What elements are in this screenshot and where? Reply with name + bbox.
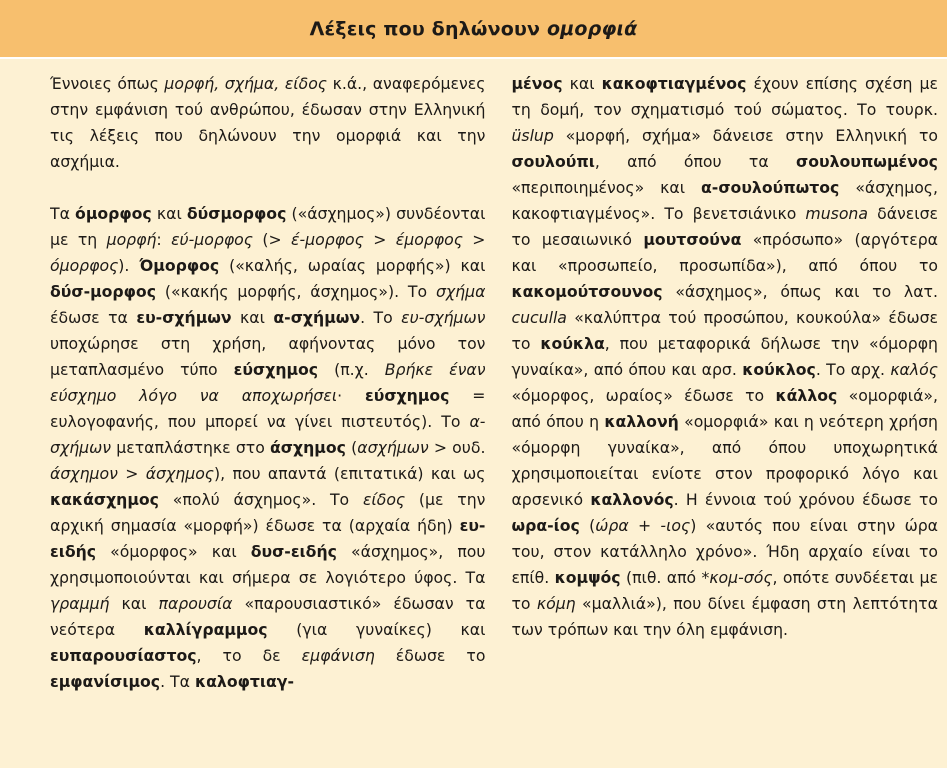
- italic-term: μορφή: [106, 230, 157, 249]
- italic-term: κόμη: [536, 594, 576, 613]
- text-run: >: [462, 230, 486, 249]
- left-column: [50, 71, 485, 756]
- text-run: δάνεισε το μεσαιωνικό: [511, 204, 938, 249]
- text-run: , που μεταφορικά δήλωσε την «όμορφη γυναίκα», από όπου και αρσ.: [511, 334, 938, 379]
- bold-term: σουλουπωμένος: [796, 152, 938, 171]
- text-run: (για γυναίκες) και: [267, 620, 486, 639]
- bold-term: Όμορφος: [139, 256, 220, 275]
- italic-term: σχήμα: [435, 282, 486, 301]
- section-header: [0, 0, 947, 59]
- bold-term: κακοφτιαγμένος: [601, 74, 747, 93]
- italic-term: όμορφος: [50, 256, 119, 275]
- text-run: «ομορφιά» και η νεότερη χρήση «όμορφη γυναίκα», από όπου υποχωρητικά χρησιμοποιείται ενίοτε στον προφορικό λόγο και αρσενικό: [511, 412, 938, 509]
- text-run: και: [231, 308, 274, 327]
- text-run: «όμορφος» και: [96, 542, 251, 561]
- text-run: Τα: [50, 204, 76, 223]
- italic-term: ώρα + -ιος: [595, 516, 691, 535]
- right-column-paragraph: [511, 71, 938, 643]
- bold-term: κομψός: [554, 568, 621, 587]
- text-run: . Το: [360, 308, 402, 327]
- italic-term: α-σχήμων: [50, 412, 486, 457]
- italic-term: έ-μορφος: [291, 230, 364, 249]
- bold-term: άσχημος: [270, 438, 346, 457]
- text-run: , το δε: [196, 646, 302, 665]
- text-run: = ευλογοφανής, που μπορεί να γίνει πιστευτός). Το: [50, 386, 486, 431]
- text-run: ).: [118, 256, 140, 275]
- text-body: [0, 59, 947, 756]
- italic-term: καλός: [890, 360, 938, 379]
- text-run: («καλής, ωραίας μορφής») και: [219, 256, 486, 275]
- italic-term: άσχημον: [50, 464, 118, 483]
- right-column: [511, 71, 938, 756]
- text-run: «όμορφος, ωραίος» έδωσε το: [511, 386, 776, 405]
- text-run: > ουδ.: [428, 438, 486, 457]
- bold-term: εμφανίσιμος: [50, 672, 161, 691]
- text-run: (πιθ. από *: [620, 568, 710, 587]
- italic-term: musona: [805, 204, 868, 223]
- text-run: μεταπλάστηκε στο: [111, 438, 271, 457]
- italic-term: ευ-σχήμων: [401, 308, 486, 327]
- text-run: «καλύπτρα τού προσώπου, κουκούλα» έδωσε το: [511, 308, 938, 353]
- bold-term: μένος: [511, 74, 563, 93]
- text-run: (: [579, 516, 596, 535]
- text-run: Έννοιες όπως: [50, 74, 165, 93]
- italic-term: cuculla: [511, 308, 567, 327]
- italic-term: üslup: [511, 126, 554, 145]
- bold-term: κάλλος: [775, 386, 838, 405]
- italic-term: έμορφος: [395, 230, 463, 249]
- italic-term: εμφάνιση: [301, 646, 375, 665]
- text-run: «παρουσιαστικό» έδωσαν τα νεότερα: [50, 594, 486, 639]
- bold-term: ευπαρουσίαστος: [50, 646, 197, 665]
- text-run: («κακής μορφής, άσχημος»). Το: [156, 282, 436, 301]
- italic-term: άσχημος: [145, 464, 214, 483]
- bold-term: καλλονή: [604, 412, 679, 431]
- text-run: («άσχημος») συνδέονται με τη: [50, 204, 486, 249]
- bold-term: καλλονός: [590, 490, 674, 509]
- bold-term: καλλίγραμμος: [143, 620, 268, 639]
- page-title: [310, 18, 638, 40]
- left-column-paragraph: [50, 71, 485, 175]
- text-run: ), που απαντά (επιτατικά) και ως: [214, 464, 486, 483]
- text-run: :: [156, 230, 172, 249]
- text-run: (με την αρχική σημασία «μορφή») έδωσε τα (αρχαία ήδη): [50, 490, 486, 535]
- italic-term: εύ-μορφος: [171, 230, 253, 249]
- left-column-paragraph: [50, 201, 485, 695]
- text-run: «άσχημος», όπως και το λατ.: [662, 282, 938, 301]
- bold-term: δύσμορφος: [186, 204, 287, 223]
- text-run: «πολύ άσχημος». Το: [158, 490, 363, 509]
- text-run: ·: [337, 386, 365, 405]
- bold-term: ευ-σχήμων: [136, 308, 232, 327]
- bold-term: α-σουλούπωτος: [701, 178, 840, 197]
- text-run: >: [117, 464, 146, 483]
- text-run: «ομορφιά», από όπου η: [511, 386, 938, 431]
- bold-term: δυσ-ειδής: [250, 542, 337, 561]
- title-text: Λέξεις που δηλώνουν: [309, 17, 547, 40]
- bold-term: εύσχημος: [365, 386, 450, 405]
- text-run: υποχώρησε στη χρήση, αφήνοντας μόνο τον μεταπλασμένο τύπο: [50, 334, 486, 379]
- text-run: «μορφή, σχήμα» δάνεισε στην Ελληνική το: [553, 126, 938, 145]
- title-emphasis: ομορφιά: [546, 17, 638, 40]
- bold-term: καλοφτιαγ-: [194, 672, 294, 691]
- italic-term: είδος: [362, 490, 406, 509]
- bold-term: ευ-ειδής: [50, 516, 486, 561]
- text-run: έχουν επίσης σχέση με τη δομή, τον σχηματισμό τού σώματος. Το τουρκ.: [511, 74, 938, 119]
- italic-term: παρουσία: [158, 594, 233, 613]
- text-run: (π.χ.: [318, 360, 385, 379]
- bold-term: κούκλα: [540, 334, 605, 353]
- italic-term: γραμμή: [50, 594, 110, 613]
- text-run: (>: [253, 230, 292, 249]
- italic-term: κομ-σός: [709, 568, 773, 587]
- text-run: «μαλλιά»), που δίνει έμφαση στη λεπτότητα των τρόπων και την όλη εμφάνιση.: [511, 594, 938, 639]
- text-run: , από όπου τα: [594, 152, 797, 171]
- text-run: και: [109, 594, 159, 613]
- text-run: ) «αυτός που είναι στην ώρα του, στον κατάλληλο χρόνο». Ήδη αρχαίο είναι το επίθ.: [511, 516, 938, 587]
- bold-term: σουλούπι: [511, 152, 595, 171]
- text-run: έδωσε το: [374, 646, 486, 665]
- text-run: , οπότε συνδέεται με το: [511, 568, 938, 613]
- text-run: «άσχημος», που χρησιμοποιούνται και σήμερα σε λογιότερο ύφος. Τα: [50, 542, 486, 587]
- bold-term: κούκλος: [742, 360, 816, 379]
- text-run: . Το αρχ.: [815, 360, 891, 379]
- text-run: «περιποιημένος» και: [511, 178, 702, 197]
- bold-term: όμορφος: [75, 204, 152, 223]
- bold-term: κακάσχημος: [50, 490, 159, 509]
- text-run: «πρόσωπο» (αργότερα και «προσωπείο, προσωπίδα»), από όπου το: [511, 230, 938, 275]
- text-run: . Η έννοια τού χρόνου έδωσε το: [673, 490, 938, 509]
- text-run: >: [363, 230, 396, 249]
- bold-term: α-σχήμων: [273, 308, 361, 327]
- italic-term: Βρήκε έναν εύσχημο λόγο να αποχωρήσει: [50, 360, 486, 405]
- text-run: και: [151, 204, 187, 223]
- text-run: και: [562, 74, 602, 93]
- bold-term: ωρα-ίος: [511, 516, 580, 535]
- text-run: έδωσε τα: [50, 308, 137, 327]
- bold-term: μουτσούνα: [643, 230, 742, 249]
- text-run: «άσχημος, κακοφτιαγμένος». Το βενετσιάνικο: [511, 178, 938, 223]
- text-run: κ.ά., αναφερόμενες στην εμφάνιση τού ανθρώπου, έδωσαν στην Ελληνική τις λέξεις που δηλώνουν την ομορφιά και την ασχήμια.: [50, 74, 486, 171]
- bold-term: κακομούτσουνος: [511, 282, 663, 301]
- italic-term: ασχήμων: [357, 438, 429, 457]
- italic-term: μορφή, σχήμα, είδος: [164, 74, 328, 93]
- bold-term: εύσχημος: [233, 360, 319, 379]
- bold-term: δύσ-μορφος: [50, 282, 156, 301]
- text-run: (: [345, 438, 358, 457]
- text-run: . Τα: [160, 672, 195, 691]
